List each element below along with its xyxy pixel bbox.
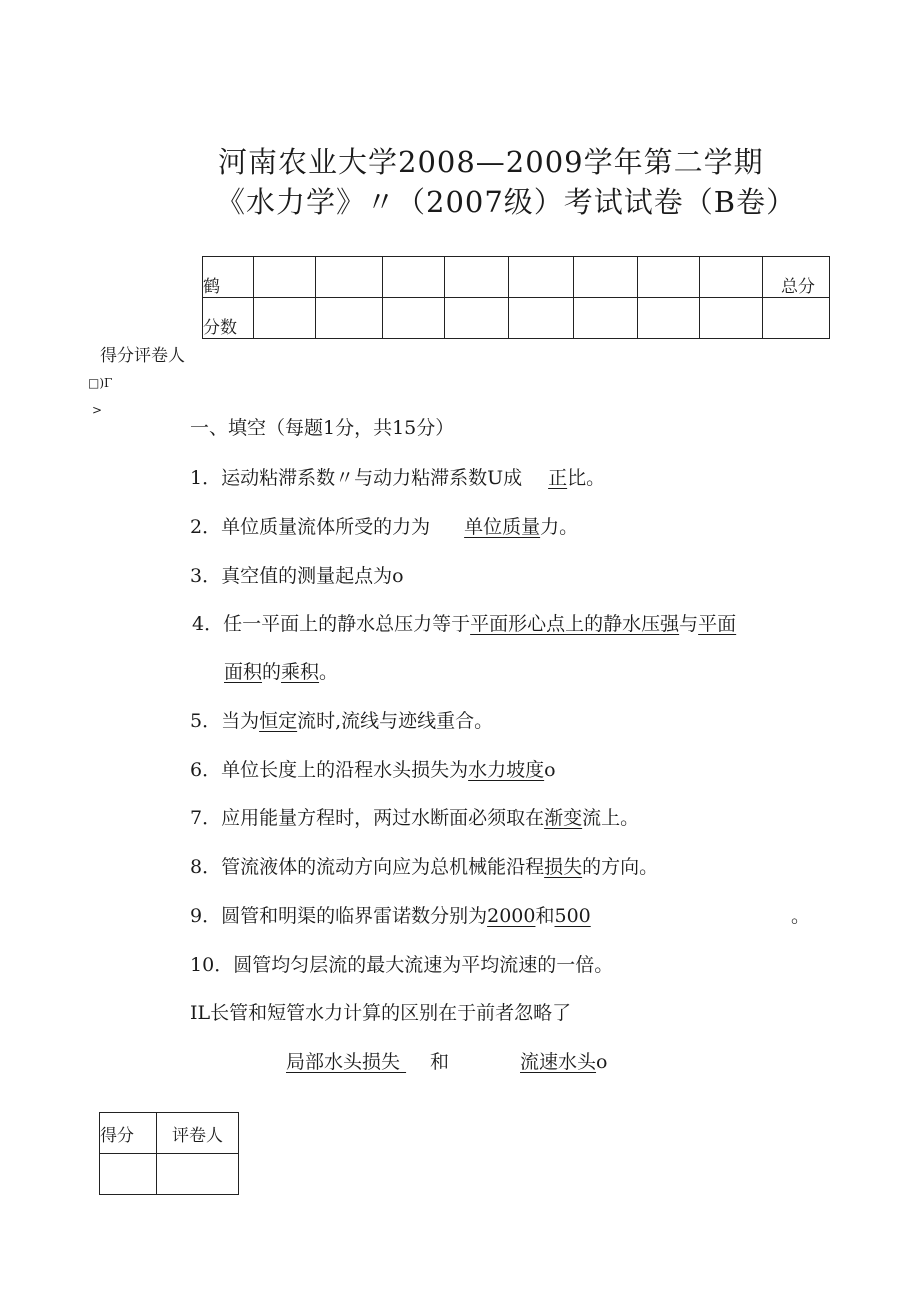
grader-table [99,1112,239,1195]
answer: 渐变 [544,807,583,829]
question-tail: 比。 [567,467,606,489]
score-cell [383,298,445,339]
answer: 500 [554,905,591,927]
answer: 面积 [224,661,263,683]
question-text: ．管流液体的流动方向应为总机械能沿程 [202,856,545,878]
score-cell [638,298,700,339]
question-6 [190,755,556,782]
question-8 [190,852,658,879]
question-4 [192,609,736,636]
question-text: ．真空值的测量起点为o [202,565,404,587]
stray-mark: > [92,403,103,417]
question-number: 3 [190,565,203,587]
grader-table-grader-label: 评卷人 [157,1113,239,1154]
score-table-row-scores [203,298,830,339]
answer: 平面形心点上的静水压强 [470,613,680,635]
question-tail: o [596,1051,608,1073]
grader-label: 得分评卷人 [100,346,185,366]
score-cell [574,257,638,298]
score-cell [316,298,383,339]
question-1 [190,463,605,490]
score-cell [700,298,763,339]
question-3 [190,561,404,588]
answer: 恒定 [259,710,298,732]
score-cell [509,298,574,339]
question-number: 2 [190,516,203,538]
answer: 2000 [487,905,536,927]
question-number: 6 [190,759,203,781]
question-mid: 和 [430,1051,450,1073]
answer: 流速水头 [520,1051,597,1073]
score-cell [254,257,316,298]
question-text: ．单位质量流体所受的力为 [202,516,431,538]
question-mid: 和 [535,905,555,927]
score-table-row1-label: 鹤 [203,257,254,298]
grader-table-cell [157,1154,239,1195]
section-title: 一、填空（每题1分，共15分） [190,417,455,439]
question-11-answers [286,1047,607,1074]
question-text: ．当为 [202,710,260,732]
question-11: IL长管和短管水力计算的区别在于前者忽略了 [190,1002,572,1024]
question-number: 9 [190,905,203,927]
question-tail: 流时,流线与迹线重合。 [297,710,494,732]
question-mid: 的 [262,661,282,683]
answer: 乘积 [281,661,320,683]
score-cell [574,298,638,339]
stray-mark: □)Γ [88,376,113,390]
question-2 [190,512,578,539]
answer: 正 [548,467,568,489]
question-number: 8 [190,856,203,878]
score-cell [700,257,763,298]
answer: 平面 [698,613,737,635]
score-table-row2-label: 分数 [203,298,254,339]
score-cell [383,257,445,298]
score-table-total-label: 总分 [763,257,830,298]
score-cell [763,298,830,339]
question-number: 7 [190,807,203,829]
question-text: ．单位长度上的沿程水头损失为 [202,759,469,781]
question-tail: 。 [790,905,810,927]
grader-table-cell [100,1154,157,1195]
score-cell [254,298,316,339]
score-cell [445,257,509,298]
score-cell [445,298,509,339]
answer: 单位质量 [464,516,541,538]
question-7 [190,803,639,830]
exam-title-line1: 河南农业大学2008—2009学年第二学期 [218,145,764,179]
question-text: ．应用能量方程时，两过水断面必须取在 [202,807,545,829]
answer: 水力坡度 [468,759,545,781]
grader-table-score-label: 得分 [100,1113,157,1154]
question-text: ．圆管均匀层流的最大流速为平均流速的一倍。 [214,954,614,976]
question-text: ．运动粘滞系数〃与动力粘滞系数U成 [202,467,523,489]
answer: 局部水头损失 [286,1051,401,1073]
score-cell [509,257,574,298]
question-9 [190,901,810,928]
score-cell [638,257,700,298]
question-4-continued [224,657,338,684]
score-table [202,256,830,339]
question-tail: 。 [319,661,339,683]
answer: 损失 [544,856,583,878]
question-tail: o [544,759,556,781]
question-tail: 流上。 [582,807,640,829]
question-number: 1 [190,467,203,489]
score-table-row-header [203,257,830,298]
question-5 [190,706,493,733]
question-tail: 的方向。 [582,856,659,878]
score-cell [316,257,383,298]
question-number: 10 [190,954,215,976]
question-text: ．圆管和明渠的临界雷诺数分别为 [202,905,488,927]
question-text: ．任一平面上的静水总压力等于 [204,613,471,635]
question-tail: 力。 [540,516,579,538]
question-mid: 与 [679,613,699,635]
exam-title-line2: 《水力学》〃（2007级）考试试卷（B卷） [216,185,797,219]
question-10 [190,950,613,977]
question-number: 4 [192,613,205,635]
question-number: 5 [190,710,203,732]
